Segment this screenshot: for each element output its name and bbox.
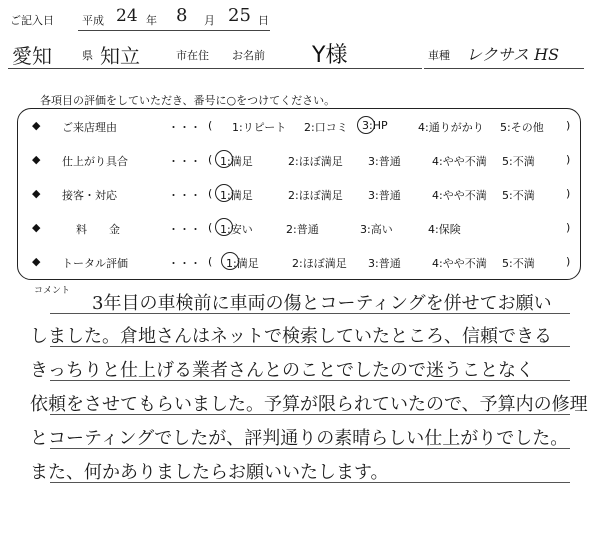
customer-name: Y様	[312, 43, 348, 68]
option-1[interactable]: 1:満足	[226, 257, 259, 270]
car-label: 車種	[428, 49, 450, 62]
era: 平成	[82, 14, 104, 27]
option-2[interactable]: 2:ほぼ満足	[288, 189, 343, 202]
option-2[interactable]: 2:ほぼ満足	[292, 257, 347, 270]
dots: ・・・	[168, 155, 201, 168]
question-row-total	[18, 247, 580, 277]
question-row-service	[18, 179, 580, 209]
dots: ・・・	[168, 121, 201, 134]
dots: ・・・	[168, 223, 201, 236]
question-row-finish-quality	[18, 145, 580, 175]
option-2[interactable]: 2:ほぼ満足	[288, 155, 343, 168]
city-value: 知立	[100, 44, 140, 68]
day-unit: 日	[258, 14, 269, 27]
car-underline	[424, 68, 584, 69]
option-5[interactable]: 5:不満	[502, 155, 535, 168]
option-4[interactable]: 4:通りがかり	[418, 121, 484, 134]
dots: ・・・	[168, 189, 201, 202]
question-label: ご来店理由	[62, 121, 117, 134]
comment-line-5: とコーティングでしたが、評判通りの素晴らしい仕上がりでした。	[30, 428, 569, 449]
close-paren: )	[566, 221, 571, 234]
option-5[interactable]: 5:不満	[502, 189, 535, 202]
year-unit: 年	[146, 14, 157, 27]
option-5[interactable]: 5:不満	[502, 257, 535, 270]
close-paren: )	[566, 187, 571, 200]
question-label: 接客・対応	[62, 189, 117, 202]
option-4[interactable]: 4:やや不満	[432, 155, 487, 168]
question-row-price	[18, 213, 580, 243]
month-value: 8	[176, 5, 188, 26]
city-label: 市在住	[176, 49, 209, 62]
option-3[interactable]: 3:高い	[360, 223, 393, 236]
open-paren: (	[208, 119, 213, 132]
option-5[interactable]: 5:その他	[500, 121, 544, 134]
close-paren: )	[566, 255, 571, 268]
option-4[interactable]: 4:保険	[428, 223, 461, 236]
year-value: 24	[116, 6, 138, 26]
open-paren: (	[208, 187, 213, 200]
option-4[interactable]: 4:やや不満	[432, 257, 487, 270]
comment-line-6: また、何かありましたらお願いいたします。	[30, 462, 389, 483]
option-3[interactable]: 3:普通	[368, 155, 401, 168]
day-value: 25	[228, 5, 251, 26]
comment-line-3: きっちりと仕上げる業者さんとのことでしたので迷うことなく	[30, 360, 534, 381]
option-3[interactable]: 3:HP	[362, 119, 388, 132]
month-unit: 月	[204, 14, 215, 27]
open-paren: (	[208, 255, 213, 268]
option-1[interactable]: 1:安い	[220, 223, 253, 236]
prefecture-label: 県	[82, 49, 93, 62]
option-2[interactable]: 2:普通	[286, 223, 319, 236]
bullet-icon: ◆	[32, 153, 41, 166]
prefecture-value: 愛知	[12, 44, 52, 68]
date-underline	[78, 30, 270, 31]
option-3[interactable]: 3:普通	[368, 189, 401, 202]
bullet-icon: ◆	[32, 119, 41, 132]
instruction-text: 各項目の評価をしていただき、番号に○をつけてください。	[40, 94, 336, 107]
name-label: お名前	[232, 49, 265, 62]
option-2[interactable]: 2:口コミ	[304, 121, 348, 134]
close-paren: )	[566, 153, 571, 166]
entry-date-label: ご記入日	[10, 14, 54, 27]
bullet-icon: ◆	[32, 187, 41, 200]
close-paren: )	[566, 119, 571, 132]
name-underline	[226, 68, 422, 69]
option-1[interactable]: 1:満足	[220, 189, 253, 202]
bullet-icon: ◆	[32, 221, 41, 234]
car-value: レクサス HS	[466, 45, 560, 64]
comment-line-2: しました。倉地さんはネットで検索していたところ、信頼できる	[30, 326, 552, 347]
open-paren: (	[208, 153, 213, 166]
bullet-icon: ◆	[32, 255, 41, 268]
option-1[interactable]: 1:満足	[220, 155, 253, 168]
comment-line-1: 3年目の車検前に車両の傷とコーティングを併せてお願い	[92, 293, 552, 314]
survey-form	[17, 108, 581, 280]
question-label: 料 金	[76, 223, 120, 236]
question-row-visit-reason	[18, 111, 580, 141]
comment-line-4: 依頼をさせてもらいました。予算が限られていたので、予算内の修理	[30, 394, 588, 415]
question-label: トータル評価	[62, 257, 128, 270]
option-1[interactable]: 1:リピート	[232, 121, 287, 134]
open-paren: (	[208, 221, 213, 234]
question-label: 仕上がり具合	[62, 155, 128, 168]
option-3[interactable]: 3:普通	[368, 257, 401, 270]
option-4[interactable]: 4:やや不満	[432, 189, 487, 202]
comment-label: コメント	[34, 286, 71, 296]
dots: ・・・	[168, 257, 201, 270]
